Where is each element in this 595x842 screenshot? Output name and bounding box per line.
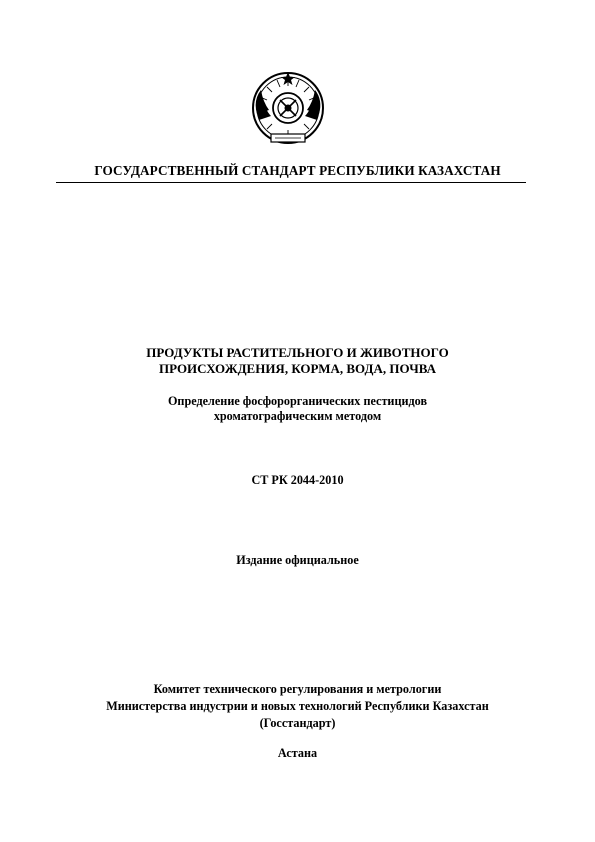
publisher-line: Комитет технического регулирования и метрологии (153, 682, 442, 696)
header-divider (56, 182, 526, 183)
document-title-line: ПРОДУКТЫ РАСТИТЕЛЬНОГО И ЖИВОТНОГО (146, 345, 449, 360)
header-title: ГОСУДАРСТВЕННЫЙ СТАНДАРТ РЕСПУБЛИКИ КАЗАХСТАН (94, 163, 501, 178)
edition-label: Издание официальное (236, 553, 359, 567)
city: Астана (277, 746, 318, 760)
document-subtitle (0, 394, 595, 424)
kazakhstan-state-emblem-icon (249, 70, 327, 146)
document-subtitle-line: хроматографическим методом (213, 409, 382, 423)
document-code: СТ РК 2044-2010 (251, 473, 344, 487)
document-title (0, 345, 595, 377)
publisher-line: Министерства индустрии и новых технологий Республики Казахстан (106, 699, 489, 713)
document-subtitle-line: Определение фосфорорганических пестицидов (167, 394, 428, 408)
document-title-line: ПРОИСХОЖДЕНИЯ, КОРМА, ВОДА, ПОЧВА (158, 361, 437, 376)
publisher-line: (Госстандарт) (259, 716, 336, 730)
publisher-block (0, 681, 595, 732)
